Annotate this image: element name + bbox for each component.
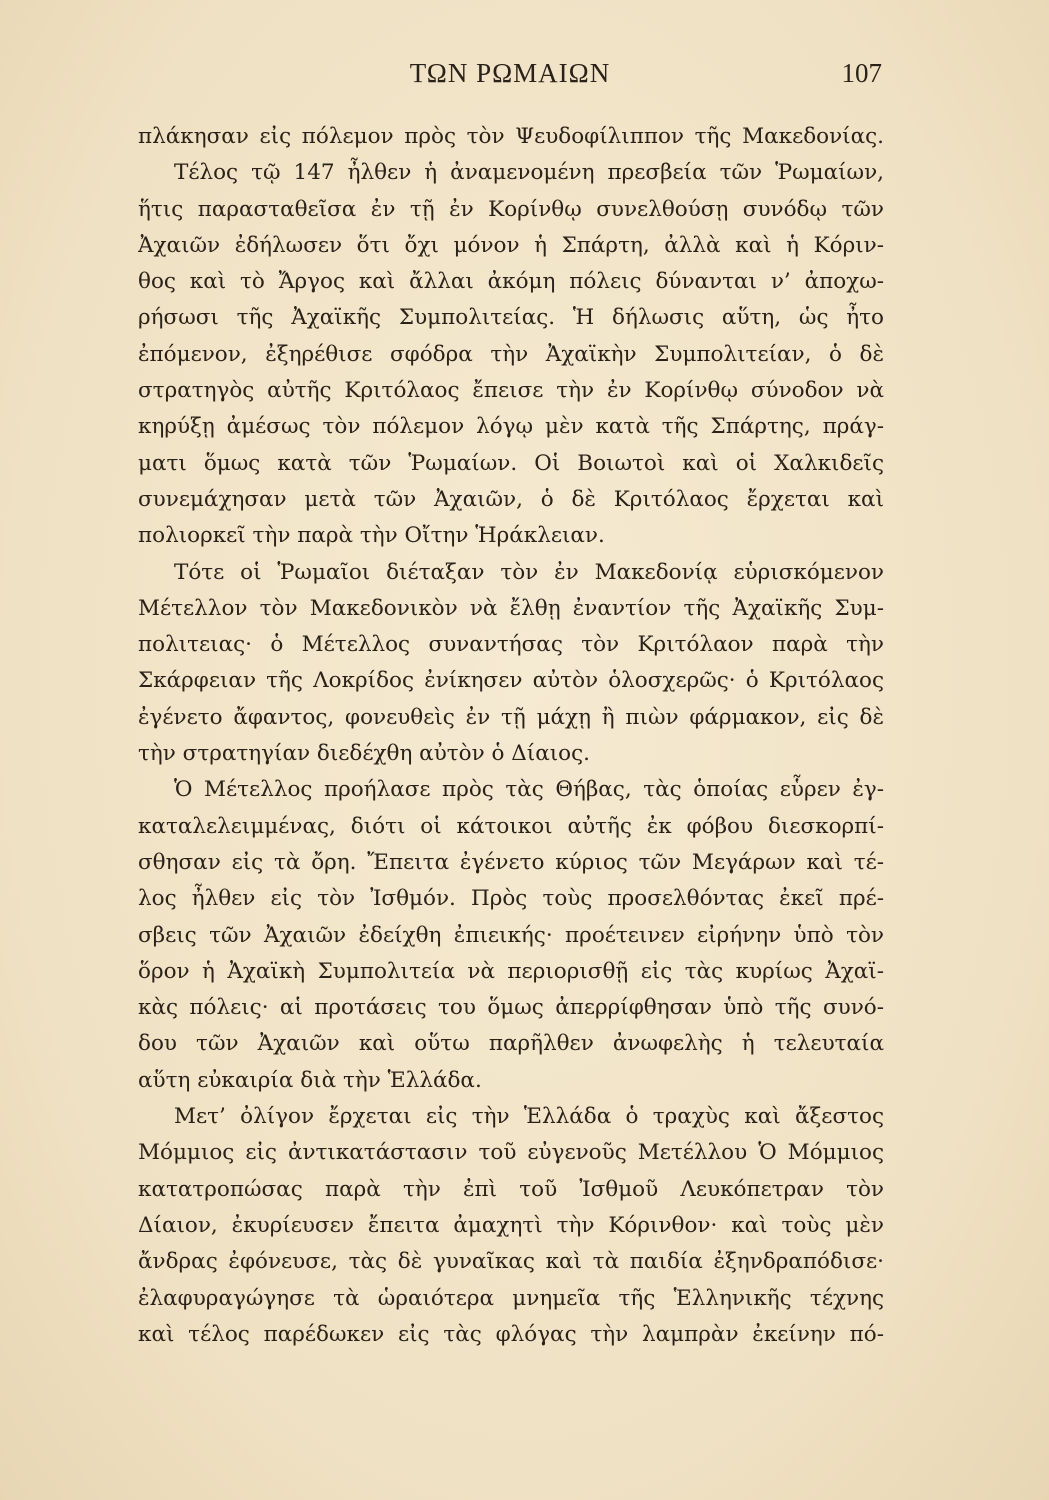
text-line: ἐλαφυραγώγησε τὰ ὡραιότερα μνημεῖα τῆς Ἑλληνικῆς τέχνης xyxy=(138,1285,884,1311)
text-line: Ὁ Μέτελλος προήλασε πρὸς τὰς Θήβας, τὰς ὁποίας εὗρεν ἐγ- xyxy=(174,777,884,803)
text-line: τὴν στρατηγίαν διεδέχθη αὐτὸν ὁ Δίαιος. xyxy=(138,741,591,767)
text-line: κηρύξῃ ἀμέσως τὸν πόλεμον λόγῳ μὲν κατὰ τῆς Σπάρτης, πράγ- xyxy=(138,414,884,440)
text-line: συνεμάχησαν μετὰ τῶν Ἀχαιῶν, ὁ δὲ Κριτόλαος ἔρχεται καὶ xyxy=(138,486,884,512)
body-text xyxy=(138,119,884,1353)
text-line: αὕτη εὐκαιρία διὰ τὴν Ἑλλάδα. xyxy=(138,1067,482,1093)
text-line: πολιτειας· ὁ Μέτελλος συναντήσας τὸν Κριτόλαον παρὰ τὴν xyxy=(138,632,884,658)
text-line: Δίαιον, ἐκυρίευσεν ἔπειτα ἀμαχητὶ τὴν Κόρινθον· καὶ τοὺς μὲν xyxy=(138,1212,884,1238)
text-line: δου τῶν Ἀχαιῶν καὶ οὕτω παρῆλθεν ἀνωφελὴς ἡ τελευταία xyxy=(138,1031,884,1057)
page-number: 107 xyxy=(841,58,882,88)
text-line: Μετ’ ὀλίγον ἔρχεται εἰς τὴν Ἑλλάδα ὁ τραχὺς καὶ ἄξεστος xyxy=(174,1104,884,1130)
text-line: ἐπόμενον, ἐξηρέθισε σφόδρα τὴν Ἀχαϊκὴν Συμπολιτείαν, ὁ δὲ xyxy=(138,341,884,367)
text-line: ἥτις παρασταθεῖσα ἐν τῇ ἐν Κορίνθῳ συνελθούσῃ συνόδῳ τῶν xyxy=(138,196,884,222)
text-line: σβεις τῶν Ἀχαιῶν ἐδείχθη ἐπιεικής· προέτεινεν εἰρήνην ὑπὸ τὸν xyxy=(138,922,884,948)
text-line: κὰς πόλεις· αἱ προτάσεις του ὅμως ἀπερρίφθησαν ὑπὸ τῆς συνό- xyxy=(138,995,884,1021)
text-line: Ἀχαιῶν ἐδήλωσεν ὅτι ὄχι μόνον ἡ Σπάρτη, ἀλλὰ καὶ ἡ Κόριν- xyxy=(138,232,884,258)
text-line: ἄνδρας ἐφόνευσε, τὰς δὲ γυναῖκας καὶ τὰ παιδία ἐξηνδραπόδισε· xyxy=(138,1249,884,1275)
text-line: ματι ὅμως κατὰ τῶν Ῥωμαίων. Οἱ Βοιωτοὶ καὶ οἱ Χαλκιδεῖς xyxy=(138,450,884,476)
text-line: πολιορκεῖ τὴν παρὰ τὴν Οἴτην Ἡράκλειαν. xyxy=(138,523,605,549)
text-line: κατατροπώσας παρὰ τὴν ἐπὶ τοῦ Ἰσθμοῦ Λευκόπετραν τὸν xyxy=(138,1176,884,1202)
page-header xyxy=(138,58,882,98)
text-line: Σκάρφειαν τῆς Λοκρίδος ἐνίκησεν αὐτὸν ὁλοσχερῶς· ὁ Κριτόλαος xyxy=(138,668,884,694)
text-line: Μόμμιος εἰς ἀντικατάστασιν τοῦ εὐγενοῦς Μετέλλου Ὁ Μόμμιος xyxy=(138,1140,884,1166)
text-line: ὅρον ἡ Ἀχαϊκὴ Συμπολιτεία νὰ περιορισθῇ εἰς τὰς κυρίως Ἀχαϊ- xyxy=(138,958,884,984)
text-line: πλάκησαν εἰς πόλεμον πρὸς τὸν Ψευδοφίλιππον τῆς Μακεδονίας. xyxy=(138,124,884,149)
text-line: λος ἦλθεν εἰς τὸν Ἰσθμόν. Πρὸς τοὺς προσελθόντας ἐκεῖ πρέ- xyxy=(138,886,884,912)
text-line: καταλελειμμένας, διότι οἱ κάτοικοι αὐτῆς ἐκ φόβου διεσκορπί- xyxy=(138,813,884,839)
text-line: ἐγένετο ἄφαντος, φονευθεὶς ἐν τῇ μάχῃ ἢ πιὼν φάρμακον, εἰς δὲ xyxy=(138,704,884,730)
text-line: θος καὶ τὸ Ἄργος καὶ ἄλλαι ἀκόμη πόλεις δύνανται ν’ ἀποχω- xyxy=(138,269,884,295)
text-line: ρήσωσι τῆς Ἀχαϊκῆς Συμπολιτείας. Ἡ δήλωσις αὕτη, ὡς ἦτο xyxy=(138,305,884,331)
text-line: Τότε οἱ Ῥωμαῖοι διέταξαν τὸν ἐν Μακεδονίᾳ εὑρισκόμενον xyxy=(174,559,884,585)
text-line: Μέτελλον τὸν Μακεδονικὸν νὰ ἔλθῃ ἐναντίον τῆς Ἀχαϊκῆς Συμ- xyxy=(138,595,884,621)
text-line: καὶ τέλος παρέδωκεν εἰς τὰς φλόγας τὴν λαμπρὰν ἐκείνην πό- xyxy=(138,1321,884,1347)
text-line: στρατηγὸς αὐτῆς Κριτόλαος ἔπεισε τὴν ἐν Κορίνθῳ σύνοδον νὰ xyxy=(138,378,884,404)
text-line: Τέλος τῷ 147 ἦλθεν ἡ ἀναμενομένη πρεσβεία τῶν Ῥωμαίων, xyxy=(174,160,884,186)
text-line: σθησαν εἰς τὰ ὄρη. Ἔπειτα ἐγένετο κύριος τῶν Μεγάρων καὶ τέ- xyxy=(138,849,884,875)
running-title: ΤΩΝ ΡΩΜΑΙΩΝ xyxy=(409,58,611,88)
